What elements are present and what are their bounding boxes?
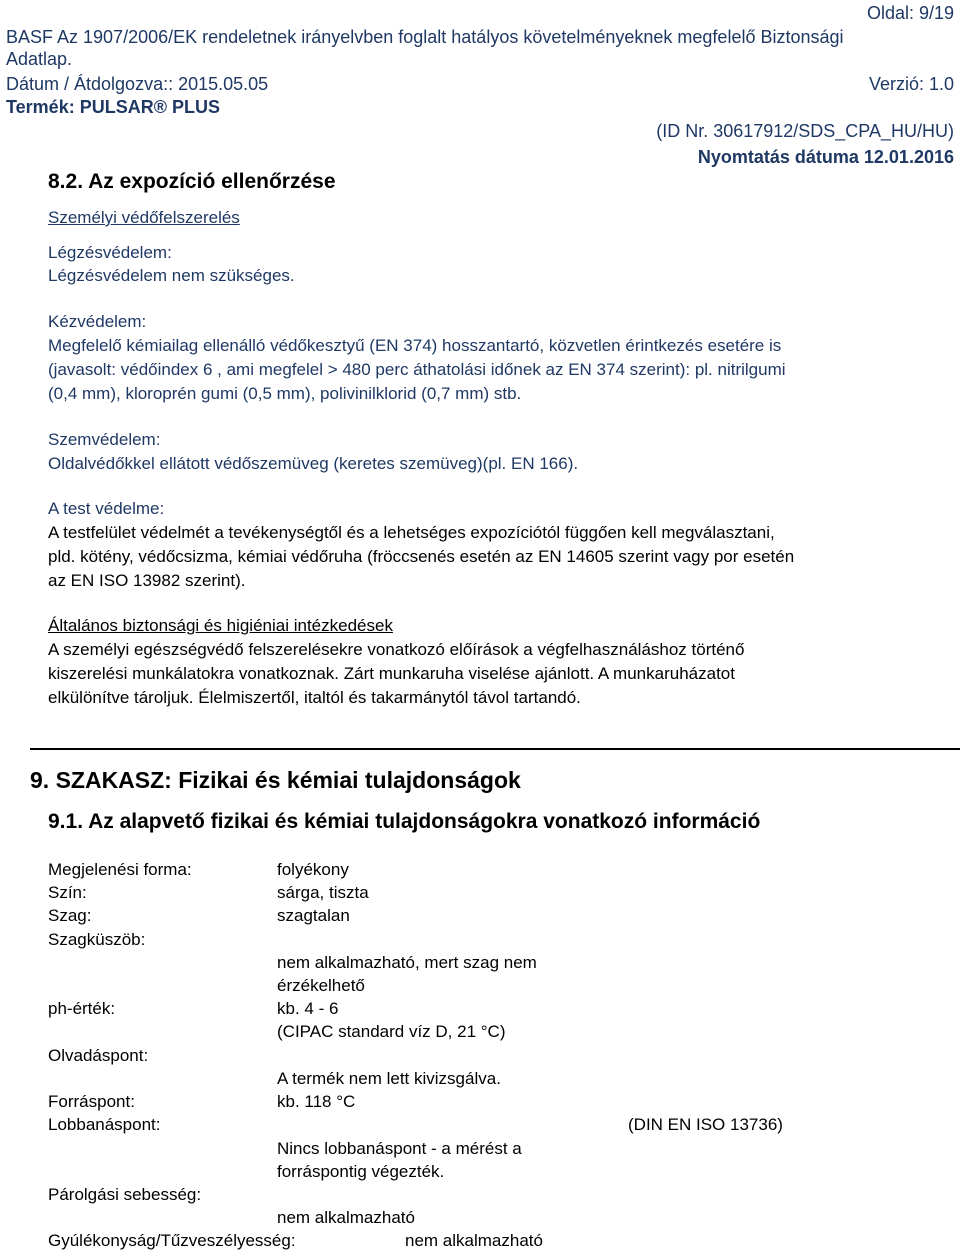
section-9-1-title: 9.1. Az alapvető fizikai és kémiai tulajdonságokra vonatkozó információ [48, 810, 761, 833]
boiling-point-value: kb. 118 °C [277, 1092, 356, 1111]
body-text-line: az EN ISO 13982 szerint). [48, 571, 246, 590]
flash-point-label: Lobbanáspont: [48, 1115, 161, 1134]
hand-text-line: Megfelelő kémiailag ellenálló védőkesztyű (EN 374) hosszantartó, közvetlen érintkezés esetére is [48, 336, 782, 355]
ph-label: ph-érték: [48, 999, 116, 1018]
odor-value: szagtalan [277, 906, 350, 925]
product-label: Termék: [6, 97, 80, 117]
melting-point-label: Olvadáspont: [48, 1046, 149, 1065]
odor-threshold-value: nem alkalmazható, mert szag nem [277, 953, 537, 972]
body-label: A test védelme: [48, 499, 165, 518]
appearance-label: Megjelenési forma: [48, 860, 192, 879]
version: Verzió: 1.0 [868, 74, 954, 94]
hygiene-text-line: kiszerelési munkálatokra vonatkoznak. Zárt munkaruha viselése ajánlott. A munkaruházatot [48, 664, 735, 683]
product-line [6, 96, 220, 118]
regulation-text: BASF Az 1907/2006/EK rendeletnek irányelvben foglalt hatályos követelményeknek megfelelő Biztonsági [6, 27, 844, 47]
color-value: sárga, tiszta [277, 883, 369, 902]
boiling-point-label: Forráspont: [48, 1092, 135, 1111]
hygiene-heading: Általános biztonsági és higiéniai intézkedések [48, 616, 393, 635]
odor-label: Szag: [48, 906, 92, 925]
evaporation-value: nem alkalmazható [277, 1208, 415, 1227]
page-number: Oldal: 9/19 [866, 3, 954, 23]
eye-text: Oldalvédőkkel ellátott védőszemüveg (keretes szemüveg)(pl. EN 166). [48, 454, 579, 473]
flash-point-value-cont: forráspontig végezték. [277, 1162, 445, 1181]
evaporation-label: Párolgási sebesség: [48, 1185, 202, 1204]
ppe-heading: Személyi védőfelszerelés [48, 208, 240, 227]
appearance-value: folyékony [277, 860, 349, 879]
color-label: Szín: [48, 883, 87, 902]
melting-point-value: A termék nem lett kivizsgálva. [277, 1069, 501, 1088]
odor-threshold-value-cont: érzékelhető [277, 976, 365, 995]
revision-date: Dátum / Átdolgozva:: 2015.05.05 [6, 74, 269, 94]
hygiene-text-line: A személyi egészségvédő felszerelésekre vonatkozó előírások a végfelhasználáshoz történő [48, 640, 745, 659]
eye-label: Szemvédelem: [48, 430, 161, 449]
flash-point-value: Nincs lobbanáspont - a mérést a [277, 1139, 522, 1158]
product-name: PULSAR® PLUS [79, 97, 220, 117]
body-text-line: A testfelület védelmét a tevékenységtől és a lehetséges expozíciótól függően kell megválasztani, [48, 523, 775, 542]
print-date: Nyomtatás dátuma 12.01.2016 [697, 147, 954, 167]
hand-text-line: (javasolt: védőindex 6 , ami megfelel > 480 perc áthatolási időnek az EN 374 szerint): pl. nitrilgumi [48, 360, 786, 379]
section-8-2-title: 8.2. Az expozíció ellenőrzése [48, 170, 336, 193]
body-text-line: pld. kötény, védőcsizma, kémiai védőruha (fröccsenés esetén az EN 14605 szerint vagy por esetén [48, 547, 795, 566]
respiratory-text: Légzésvédelem nem szükséges. [48, 266, 295, 285]
regulation-text-cont: Adatlap. [6, 49, 73, 69]
flammability-label: Gyúlékonyság/Tűzveszélyesség: [48, 1231, 296, 1250]
ph-note: (CIPAC standard víz D, 21 °C) [277, 1022, 506, 1041]
hygiene-text-line: elkülönítve tároljuk. Élelmiszertől, italtól és takarmánytól távol tartandó. [48, 688, 581, 707]
respiratory-label: Légzésvédelem: [48, 243, 172, 262]
hand-label: Kézvédelem: [48, 312, 147, 331]
flash-point-method: (DIN EN ISO 13736) [628, 1115, 783, 1134]
ph-value: kb. 4 - 6 [277, 999, 339, 1018]
hand-text-line: (0,4 mm), kloroprén gumi (0,5 mm), polivinilklorid (0,7 mm) stb. [48, 384, 522, 403]
odor-threshold-label: Szagküszöb: [48, 930, 146, 949]
section-9-title: 9. SZAKASZ: Fizikai és kémiai tulajdonságok [30, 767, 521, 793]
id-number: (ID Nr. 30617912/SDS_CPA_HU/HU) [656, 121, 954, 141]
flammability-value: nem alkalmazható [405, 1231, 543, 1250]
section-divider [30, 748, 960, 750]
